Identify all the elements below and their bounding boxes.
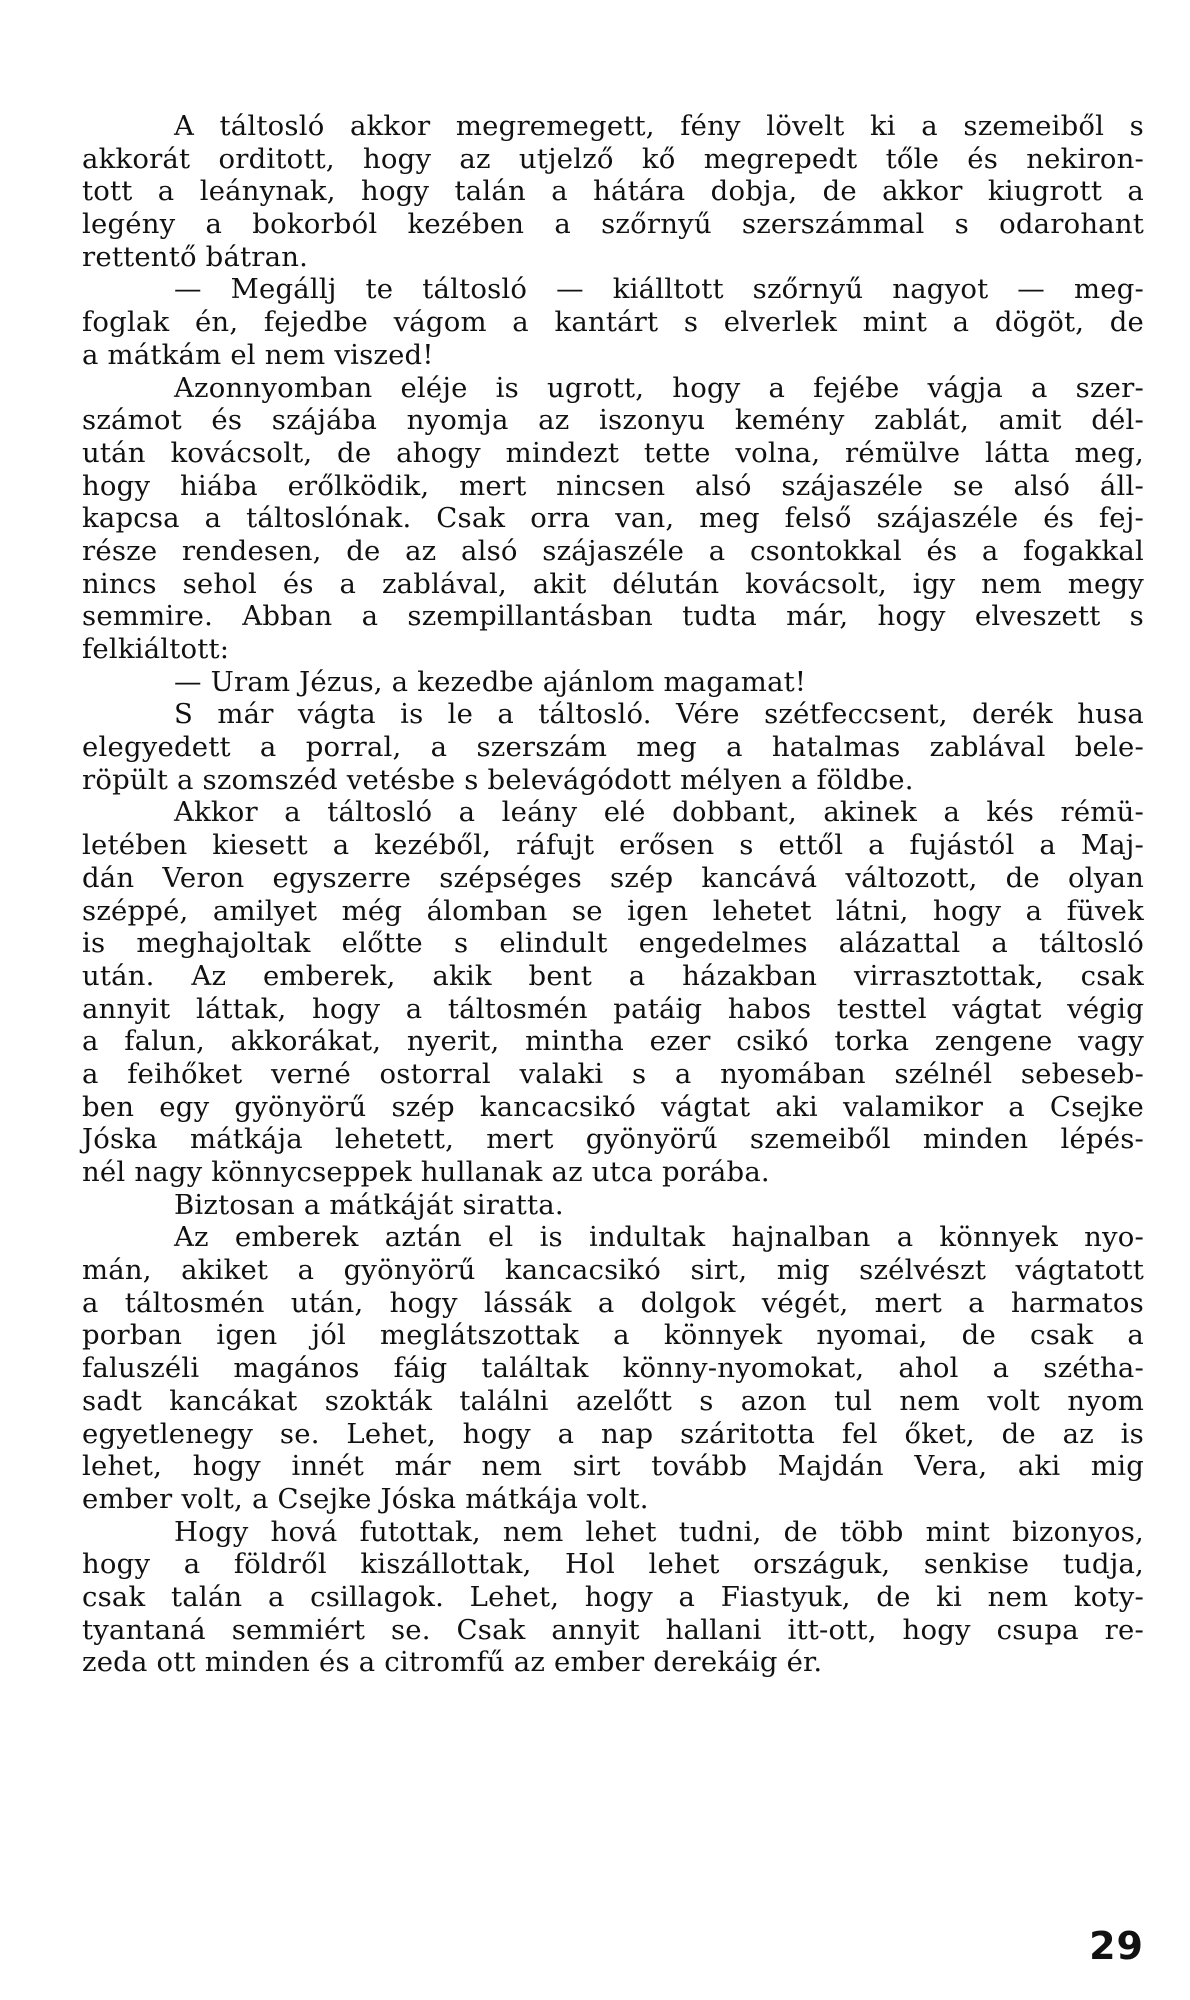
text-line: rettentő bátran.: [82, 240, 309, 273]
text-line: S már vágta is le a táltosló. Vére szétfeccsent, derék husa: [174, 698, 1144, 731]
text-line: felkiáltott:: [82, 633, 230, 665]
text-line: elegyedett a porral, a szerszám meg a hatalmas zablával bele-: [82, 731, 1144, 764]
text-line: — Megállj te táltosló — kiálltott szőrnyű nagyot — meg-: [174, 273, 1144, 306]
text-line: legény a bokorból kezében a szőrnyű szerszámmal s odarohant: [82, 208, 1144, 241]
text-line: nincs sehol és a zablával, akit délután kovácsolt, igy nem megy: [82, 567, 1144, 600]
text-line: dán Veron egyszerre szépséges szép kancává változott, de olyan: [82, 861, 1144, 894]
text-line: röpült a szomszéd vetésbe s belevágódott mélyen a földbe.: [82, 763, 914, 796]
text-line: hogy a földről kiszállottak, Hol lehet országuk, senkise tudja,: [82, 1548, 1144, 1581]
text-line: Hogy hová futottak, nem lehet tudni, de több mint bizonyos,: [174, 1515, 1144, 1548]
text-line: annyit láttak, hogy a táltosmén patáig habos testtel vágtat végig: [82, 992, 1144, 1025]
text-line: nél nagy könnycseppek hullanak az utca porába.: [82, 1156, 770, 1188]
text-line: — Uram Jézus, a kezedbe ajánlom magamat!: [174, 665, 807, 698]
text-line: tyantaná semmiért se. Csak annyit hallani itt-ott, hogy csupa re-: [82, 1613, 1144, 1646]
text-line: a táltosmén után, hogy lássák a dolgok végét, mert a harmatos: [82, 1286, 1144, 1319]
text-line: is meghajoltak előtte s elindult engedelmes alázattal a táltosló: [82, 927, 1144, 960]
text-line: foglak én, fejedbe vágom a kantárt s elverlek mint a dögöt, de: [82, 306, 1144, 339]
text-line: A táltosló akkor megremegett, fény lövelt ki a szemeiből s: [174, 110, 1144, 142]
text-line: csak talán a csillagok. Lehet, hogy a Fiastyuk, de ki nem koty-: [82, 1580, 1144, 1613]
page-number: 29: [1089, 1924, 1144, 1968]
text-line: Azonnyomban eléje is ugrott, hogy a fejébe vágja a szer-: [174, 371, 1144, 404]
text-line: ben egy gyönyörű szép kancacsikó vágtat aki valamikor a Csejke: [82, 1090, 1144, 1123]
text-line: ember volt, a Csejke Jóska mátkája volt.: [82, 1482, 649, 1515]
text-line: a falun, akkorákat, nyerit, mintha ezer csikó torka zengene vagy: [82, 1025, 1144, 1058]
text-line: egyetlenegy se. Lehet, hogy a nap száritotta fel őket, de az is: [82, 1417, 1144, 1450]
text-line: része rendesen, de az alsó szájaszéle a csontokkal és a fogakkal: [82, 534, 1144, 567]
text-line: porban igen jól meglátszottak a könnyek nyomai, de csak a: [82, 1319, 1144, 1352]
text-line: hogy hiába erőlködik, mert nincsen alsó szájaszéle se alsó áll-: [82, 469, 1144, 502]
text-line: Az emberek aztán el is indultak hajnalban a könnyek nyo-: [174, 1221, 1144, 1254]
text-line: a feihőket verné ostorral valaki s a nyomában szélnél sebeseb-: [82, 1057, 1144, 1090]
text-line: kapcsa a táltoslónak. Csak orra van, meg felső szájaszéle és fej-: [82, 502, 1144, 535]
text-line: után kovácsolt, de ahogy mindezt tette volna, rémülve látta meg,: [82, 436, 1144, 469]
text-line: letében kiesett a kezéből, ráfujt erősen s ettől a fujástól a Maj-: [82, 829, 1144, 862]
text-line: akkorát orditott, hogy az utjelző kő megrepedt tőle és nekiron-: [82, 142, 1144, 175]
text-line: a mátkám el nem viszed!: [82, 338, 434, 371]
text-line: tott a leánynak, hogy talán a hátára dobja, de akkor kiugrott a: [82, 175, 1144, 208]
text-line: faluszéli magános fáig találtak könny-nyomokat, ahol a szétha-: [82, 1352, 1144, 1385]
text-line: számot és szájába nyomja az iszonyu kemény zablát, amit dél-: [82, 404, 1144, 437]
text-line: Jóska mátkája lehetett, mert gyönyörű szemeiből minden lépés-: [82, 1123, 1144, 1156]
text-line: Akkor a táltosló a leány elé dobbant, akinek a kés rémü-: [174, 796, 1144, 829]
text-line: lehet, hogy innét már nem sirt tovább Majdán Vera, aki mig: [82, 1450, 1144, 1483]
text-line: széppé, amilyet még álomban se igen lehetet látni, hogy a füvek: [82, 894, 1144, 927]
text-line: sadt kancákat szokták találni azelőtt s azon tul nem volt nyom: [82, 1384, 1144, 1417]
text-line: zeda ott minden és a citromfű az ember derekáig ér.: [82, 1646, 823, 1679]
text-line: semmire. Abban a szempillantásban tudta már, hogy elveszett s: [82, 600, 1144, 633]
text-line: Biztosan a mátkáját siratta.: [174, 1188, 564, 1221]
text-line: után. Az emberek, akik bent a házakban virrasztottak, csak: [82, 959, 1144, 992]
body-text: [82, 110, 1144, 1679]
text-line: mán, akiket a gyönyörű kancacsikó sirt, mig szélvészt vágtatott: [82, 1254, 1144, 1287]
